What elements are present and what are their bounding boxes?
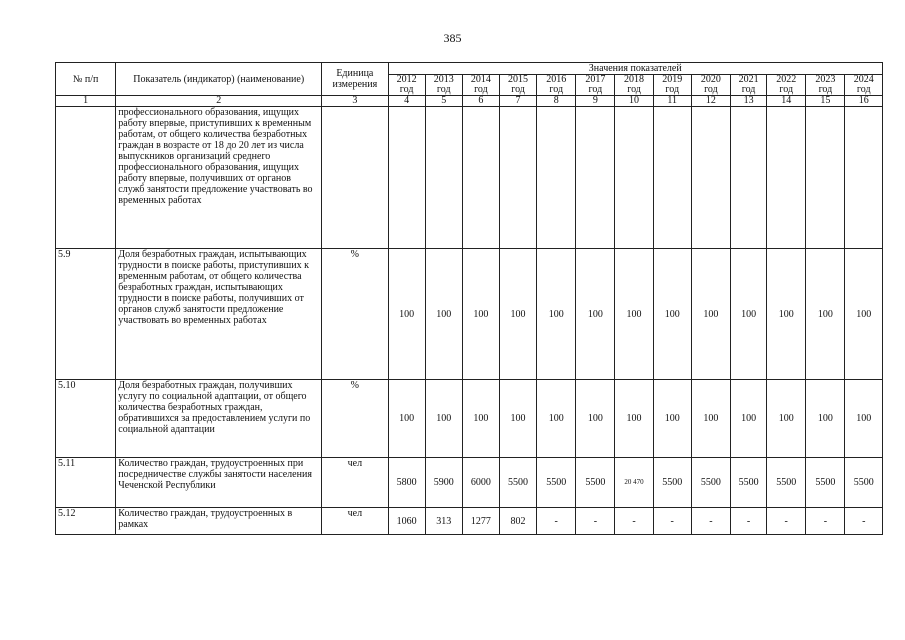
- header-year-value: 2014: [470, 74, 491, 85]
- column-number: 5: [425, 96, 462, 107]
- header-indicator: Показатель (индикатор) (наименование): [116, 63, 322, 96]
- row-value: 100: [499, 380, 536, 458]
- header-year-suffix: год: [511, 84, 525, 95]
- row-value: 100: [806, 380, 845, 458]
- row-value: 100: [767, 380, 806, 458]
- row-indicator: профессионального образования, ищущих работу впервые, приступивших к временным работам, от общего количества безработных граждан в возрасте от 18 до 20 лет из числа выпускников организаций среднего профессионального образования, ищущих работу впервые, получивших от органов служб занятости предложение участвовать во временных работах: [116, 107, 322, 249]
- row-value: 100: [730, 249, 766, 380]
- header-year-value: 2024: [853, 74, 874, 85]
- table-row: [56, 380, 883, 458]
- header-year: [691, 75, 730, 96]
- row-value: [499, 107, 536, 249]
- row-unit: чел: [322, 458, 388, 508]
- row-unit: чел: [322, 508, 388, 535]
- row-value: [537, 107, 576, 249]
- row-value: 5500: [730, 458, 766, 508]
- row-number: [56, 107, 116, 249]
- row-value: 5500: [499, 458, 536, 508]
- header-year-suffix: год: [399, 84, 414, 95]
- row-value: 100: [767, 249, 806, 380]
- header-year-value: 2021: [738, 74, 759, 85]
- header-year: [462, 75, 499, 96]
- header-num: № п/п: [56, 63, 116, 96]
- column-number: 2: [116, 96, 322, 107]
- indicators-table: [55, 62, 883, 535]
- header-year-value: 2023: [815, 74, 836, 85]
- row-unit: %: [322, 380, 388, 458]
- row-value: 100: [691, 249, 730, 380]
- column-number: 4: [388, 96, 425, 107]
- header-year: [425, 75, 462, 96]
- column-number: 7: [499, 96, 536, 107]
- row-value: [388, 107, 425, 249]
- row-value: 5900: [425, 458, 462, 508]
- header-year: [537, 75, 576, 96]
- row-indicator: Количество граждан, трудоустроенных в рамках: [116, 508, 322, 535]
- row-value: -: [767, 508, 806, 535]
- row-value: [691, 107, 730, 249]
- column-numbers-row: [56, 96, 883, 107]
- column-number: 8: [537, 96, 576, 107]
- row-value: -: [691, 508, 730, 535]
- header-year: [845, 75, 883, 96]
- row-value: 5500: [653, 458, 691, 508]
- row-value: -: [845, 508, 883, 535]
- table-row: [56, 458, 883, 508]
- row-value: -: [576, 508, 615, 535]
- row-value: -: [653, 508, 691, 535]
- column-number: 15: [806, 96, 845, 107]
- row-value: 100: [845, 380, 883, 458]
- column-number: 6: [462, 96, 499, 107]
- row-value: -: [615, 508, 653, 535]
- row-value: -: [537, 508, 576, 535]
- row-value: 100: [537, 380, 576, 458]
- column-number: 1: [56, 96, 116, 107]
- column-number: 9: [576, 96, 615, 107]
- row-value: 100: [653, 380, 691, 458]
- header-year-suffix: год: [665, 84, 680, 95]
- row-value: 100: [462, 249, 499, 380]
- row-value: 5500: [576, 458, 615, 508]
- header-year: [388, 75, 425, 96]
- row-value: 5500: [845, 458, 883, 508]
- header-year-suffix: год: [779, 84, 794, 95]
- row-value: 5500: [691, 458, 730, 508]
- row-value: 100: [537, 249, 576, 380]
- row-value: 20 470: [615, 458, 653, 508]
- header-year-value: 2012: [396, 74, 417, 85]
- row-value: 802: [499, 508, 536, 535]
- row-value: 1060: [388, 508, 425, 535]
- row-value: 100: [388, 380, 425, 458]
- row-value: 5500: [537, 458, 576, 508]
- row-indicator: Количество граждан, трудоустроенных при посредничестве службы занятости населения Чеченской Республики: [116, 458, 322, 508]
- row-value: 5800: [388, 458, 425, 508]
- row-value: [653, 107, 691, 249]
- row-value: 100: [462, 380, 499, 458]
- row-value: 1277: [462, 508, 499, 535]
- column-number: 11: [653, 96, 691, 107]
- row-value: 100: [425, 380, 462, 458]
- row-value: 100: [730, 380, 766, 458]
- page-number: 385: [443, 31, 462, 45]
- row-unit: %: [322, 249, 388, 380]
- column-number: 12: [691, 96, 730, 107]
- row-value: 100: [845, 249, 883, 380]
- header-year-suffix: год: [856, 84, 871, 95]
- row-number: 5.11: [56, 458, 116, 508]
- row-value: [767, 107, 806, 249]
- row-value: 100: [806, 249, 845, 380]
- header-year-suffix: год: [588, 84, 603, 95]
- header-year: [730, 75, 766, 96]
- header-year: [499, 75, 536, 96]
- header-year-suffix: год: [818, 84, 833, 95]
- column-number: 13: [730, 96, 766, 107]
- header-unit: Единица измерения: [322, 63, 388, 96]
- row-value: 100: [576, 380, 615, 458]
- table-body: [56, 107, 883, 535]
- header-year-value: 2017: [585, 74, 606, 85]
- header-year: [806, 75, 845, 96]
- header-values-title: Значения показателей: [388, 63, 883, 75]
- row-value: [730, 107, 766, 249]
- header-year: [615, 75, 653, 96]
- row-value: [576, 107, 615, 249]
- row-value: [806, 107, 845, 249]
- header-year-suffix: год: [704, 84, 718, 95]
- header-year: [653, 75, 691, 96]
- row-number: 5.10: [56, 380, 116, 458]
- column-number: 16: [845, 96, 883, 107]
- row-value: 100: [425, 249, 462, 380]
- header-year: [767, 75, 806, 96]
- row-value: [615, 107, 653, 249]
- row-value: -: [806, 508, 845, 535]
- row-value: 100: [615, 380, 653, 458]
- row-indicator: Доля безработных граждан, испытывающих трудности в поиске работы, приступивших к временным работам, от общего количества безработных граждан, испытывающих трудности в поиске работы, получивших от органов служб занятости предложение участвовать во временных работах: [116, 249, 322, 380]
- row-value: 100: [499, 249, 536, 380]
- row-value: [425, 107, 462, 249]
- header-year-value: 2022: [776, 74, 797, 85]
- header-year-suffix: год: [474, 84, 488, 95]
- row-value: 100: [691, 380, 730, 458]
- row-unit: [322, 107, 388, 249]
- column-number: 10: [615, 96, 653, 107]
- row-value: 100: [576, 249, 615, 380]
- header-year-suffix: год: [549, 84, 564, 95]
- header-year: [576, 75, 615, 96]
- row-value: -: [730, 508, 766, 535]
- row-value: 100: [388, 249, 425, 380]
- row-indicator: Доля безработных граждан, получивших услугу по социальной адаптации, от общего количества безработных граждан, обратившихся за предоставлением услуги по социальной адаптации: [116, 380, 322, 458]
- row-value: 5500: [767, 458, 806, 508]
- table-row: [56, 107, 883, 249]
- header-year-value: 2018: [624, 74, 645, 85]
- header-year-value: 2013: [433, 74, 454, 85]
- table-row: [56, 508, 883, 535]
- row-value: 313: [425, 508, 462, 535]
- table-row: [56, 249, 883, 380]
- column-number: 14: [767, 96, 806, 107]
- row-number: 5.9: [56, 249, 116, 380]
- row-value: 5500: [806, 458, 845, 508]
- header-year-value: 2020: [700, 74, 721, 85]
- header-year-suffix: год: [741, 84, 756, 95]
- row-value: 100: [615, 249, 653, 380]
- row-value: 6000: [462, 458, 499, 508]
- header-year-suffix: год: [436, 84, 451, 95]
- row-value: 100: [653, 249, 691, 380]
- header-year-value: 2019: [662, 74, 683, 85]
- header-year-value: 2016: [546, 74, 567, 85]
- header-year-value: 2015: [508, 74, 529, 85]
- row-number: 5.12: [56, 508, 116, 535]
- header-year-suffix: год: [627, 84, 641, 95]
- column-number: 3: [322, 96, 388, 107]
- row-value: [845, 107, 883, 249]
- row-value: [462, 107, 499, 249]
